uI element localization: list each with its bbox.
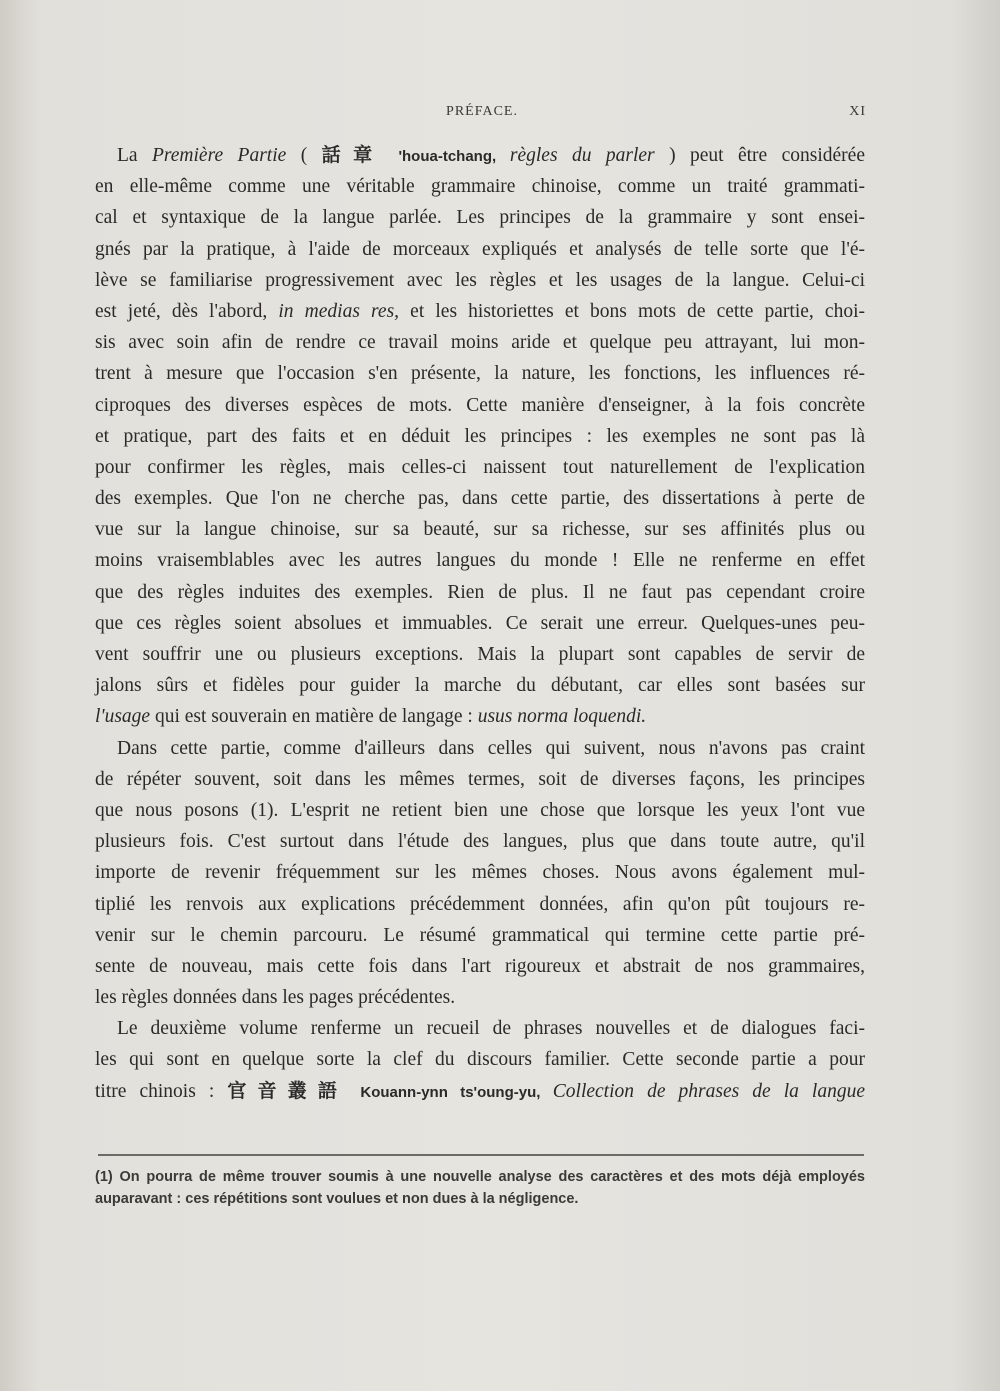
page-header bbox=[98, 104, 866, 126]
text-line: jalons sûrs et fidèles pour guider la marche du débutant, car elles sont basées sur bbox=[95, 675, 865, 697]
text-line: sente de nouveau, mais cette fois dans l'art rigoureux et abstrait de nos grammaires, bbox=[95, 955, 865, 977]
text-line: est jeté, dès l'abord, in medias res, et les historiettes et bons mots de cette partie, choi- bbox=[95, 300, 865, 322]
text-line: gnés par la pratique, à l'aide de morceaux expliqués et analysés de telle sorte que l'é- bbox=[95, 238, 865, 260]
text-line: sis avec soin afin de rendre ce travail moins aride et quelque peu attrayant, lui mon- bbox=[95, 332, 865, 354]
footnote-line: auparavant : ces répétitions sont voulues et non dues à la négligence. bbox=[95, 1191, 579, 1207]
text-line: Le deuxième volume renferme un recueil de phrases nouvelles et de dialogues faci- bbox=[117, 1018, 865, 1040]
text-line: l'usage qui est souverain en matière de langage : usus norma loquendi. bbox=[95, 706, 647, 728]
text-line: titre chinois : 官音叢語 Kouann-ynn ts'oung-yu, Collection de phrases de la langue bbox=[95, 1079, 865, 1102]
text-line: pour confirmer les règles, mais celles-ci naissent tout naturellement de l'explication bbox=[95, 456, 865, 478]
text-line: que des règles induites des exemples. Rien de plus. Il ne faut pas cependant croire bbox=[95, 581, 865, 603]
body-text bbox=[95, 140, 865, 1107]
text-line: vent souffrir une ou plusieurs exceptions. Mais la plupart sont capables de servir de bbox=[95, 644, 865, 665]
text-line: les règles données dans les pages précédentes. bbox=[95, 987, 456, 1009]
text-line: que ces règles soient absolues et immuables. Ce serait une erreur. Quelques-unes peu- bbox=[95, 612, 865, 634]
text-line: lève se familiarise progressivement avec les règles et les usages de la langue. Celui-ci bbox=[95, 269, 865, 291]
running-title: PRÉFACE. bbox=[446, 104, 518, 119]
text-line: moins vraisemblables avec les autres langues du monde ! Elle ne renferme en effet bbox=[95, 550, 865, 572]
text-line: les qui sont en quelque sorte la clef du discours familier. Cette seconde partie a pour bbox=[95, 1049, 865, 1071]
page-number: XI bbox=[849, 104, 866, 119]
text-line: ciproques des diverses espèces de mots. Cette manière d'enseigner, à la fois concrète bbox=[95, 394, 865, 416]
text-line: en elle-même comme une véritable grammaire chinoise, comme un traité grammati- bbox=[95, 176, 865, 198]
footnote-line: (1) On pourra de même trouver soumis à une nouvelle analyse des caractères et des mots déjà employés bbox=[95, 1169, 865, 1185]
text-line: Dans cette partie, comme d'ailleurs dans celles qui suivent, nous n'avons pas craint bbox=[117, 737, 865, 759]
text-line: et pratique, part des faits et en déduit les principes : les exemples ne sont pas là bbox=[95, 425, 865, 447]
text-line: venir sur le chemin parcouru. Le résumé grammatical qui termine cette partie pré- bbox=[95, 924, 865, 946]
text-line: vue sur la langue chinoise, sur sa beauté, sur sa richesse, sur ses affinités plus ou bbox=[95, 519, 865, 541]
text-line: des exemples. Que l'on ne cherche pas, dans cette partie, des dissertations à perte de bbox=[95, 488, 865, 510]
footnote-divider bbox=[98, 1154, 864, 1156]
text-line: que nous posons (1). L'esprit ne retient bien une chose que lorsque les yeux l'ont vue bbox=[95, 799, 865, 821]
text-line: La Première Partie ( 話章 'houa-tchang, règles du parler ) peut être considérée bbox=[117, 144, 865, 166]
text-line: cal et syntaxique de la langue parlée. Les principes de la grammaire y sont ensei- bbox=[95, 207, 865, 229]
footnote bbox=[95, 1166, 865, 1210]
text-line: tiplié les renvois aux explications précédemment données, afin qu'on pût toujours re- bbox=[95, 893, 865, 915]
text-line: importe de revenir fréquemment sur les mêmes choses. Nous avons également mul- bbox=[95, 862, 865, 884]
text-line: trent à mesure que l'occasion s'en présente, la nature, les fonctions, les influences ré- bbox=[95, 363, 865, 385]
text-line: de répéter souvent, soit dans les mêmes termes, soit de diverses façons, les principes bbox=[95, 768, 865, 790]
text-line: plusieurs fois. C'est surtout dans l'étude des langues, plus que dans toute autre, qu'il bbox=[95, 831, 865, 853]
